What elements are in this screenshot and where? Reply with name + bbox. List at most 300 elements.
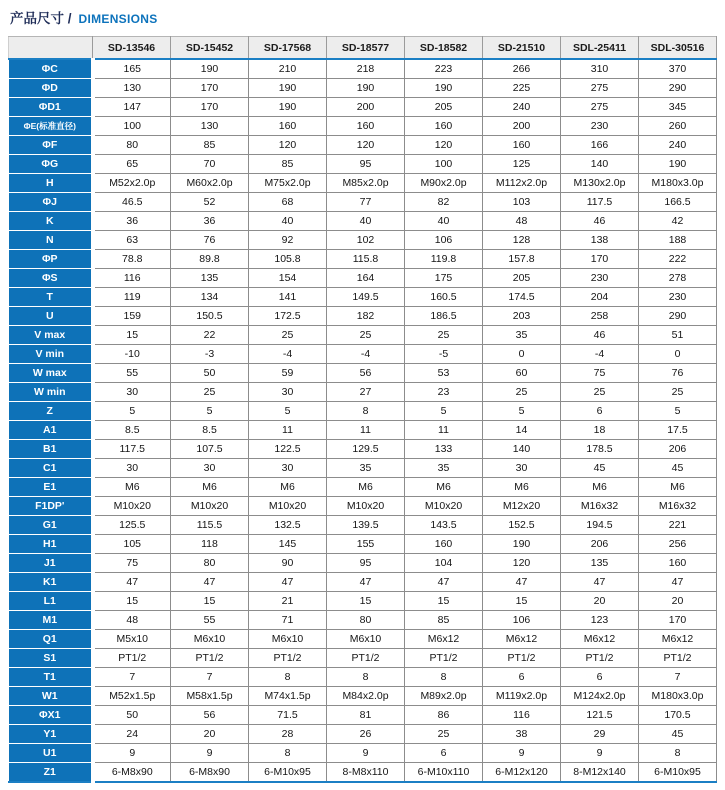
cell: 85	[249, 155, 327, 174]
cell: 30	[249, 459, 327, 478]
table-row	[9, 345, 717, 364]
cell: 164	[327, 269, 405, 288]
cell: -4	[249, 345, 327, 364]
column-header: SDL-30516	[639, 37, 717, 60]
cell: 36	[93, 212, 171, 231]
table-row	[9, 478, 717, 497]
cell: 25	[171, 383, 249, 402]
cell: M16x32	[561, 497, 639, 516]
cell: 275	[561, 98, 639, 117]
cell: 55	[171, 611, 249, 630]
cell: 138	[561, 231, 639, 250]
table-row	[9, 725, 717, 744]
cell: M5x10	[93, 630, 171, 649]
cell: 6-M8x90	[171, 763, 249, 783]
cell: M6	[639, 478, 717, 497]
cell: 165	[93, 59, 171, 79]
cell: 70	[171, 155, 249, 174]
table-row	[9, 136, 717, 155]
cell: 154	[249, 269, 327, 288]
table-row	[9, 516, 717, 535]
cell: 25	[327, 326, 405, 345]
cell: M6x12	[639, 630, 717, 649]
row-label: T1	[9, 668, 93, 687]
cell: M6	[327, 478, 405, 497]
cell: 125	[483, 155, 561, 174]
cell: 0	[639, 345, 717, 364]
cell: 205	[483, 269, 561, 288]
column-header: SD-18577	[327, 37, 405, 60]
dimensions-table	[8, 36, 717, 783]
cell: 23	[405, 383, 483, 402]
cell: -4	[561, 345, 639, 364]
table-row	[9, 744, 717, 763]
table-row	[9, 288, 717, 307]
cell: 8	[405, 668, 483, 687]
table-row	[9, 611, 717, 630]
cell: -10	[93, 345, 171, 364]
cell: 7	[639, 668, 717, 687]
cell: 129.5	[327, 440, 405, 459]
cell: 6-M10x95	[639, 763, 717, 783]
cell: M89x2.0p	[405, 687, 483, 706]
cell: 225	[483, 79, 561, 98]
cell: 18	[561, 421, 639, 440]
cell: 75	[561, 364, 639, 383]
cell: 140	[561, 155, 639, 174]
cell: 76	[171, 231, 249, 250]
cell: 240	[639, 136, 717, 155]
cell: 9	[93, 744, 171, 763]
cell: 5	[483, 402, 561, 421]
cell: 147	[93, 98, 171, 117]
cell: PT1/2	[639, 649, 717, 668]
cell: 160	[639, 554, 717, 573]
table-row	[9, 630, 717, 649]
cell: 186.5	[405, 307, 483, 326]
table-row	[9, 364, 717, 383]
cell: M6x12	[405, 630, 483, 649]
cell: M10x20	[171, 497, 249, 516]
cell: 8	[327, 402, 405, 421]
cell: 68	[249, 193, 327, 212]
cell: 102	[327, 231, 405, 250]
cell: 30	[171, 459, 249, 478]
cell: 5	[639, 402, 717, 421]
cell: 170	[639, 611, 717, 630]
cell: 139.5	[327, 516, 405, 535]
cell: 15	[171, 592, 249, 611]
cell: 130	[93, 79, 171, 98]
cell: 128	[483, 231, 561, 250]
row-label: C1	[9, 459, 93, 478]
cell: 95	[327, 155, 405, 174]
cell: 119	[93, 288, 171, 307]
row-label: A1	[9, 421, 93, 440]
corner-cell	[9, 37, 93, 60]
cell: 85	[405, 611, 483, 630]
cell: 22	[171, 326, 249, 345]
cell: 9	[561, 744, 639, 763]
cell: 89.8	[171, 250, 249, 269]
cell: 275	[561, 79, 639, 98]
cell: 7	[171, 668, 249, 687]
cell: PT1/2	[249, 649, 327, 668]
row-label: B1	[9, 440, 93, 459]
table-row	[9, 193, 717, 212]
cell: 117.5	[93, 440, 171, 459]
cell: 6-M10x95	[249, 763, 327, 783]
cell: 290	[639, 307, 717, 326]
cell: 222	[639, 250, 717, 269]
column-header: SDL-25411	[561, 37, 639, 60]
row-label: Z1	[9, 763, 93, 783]
cell: 50	[93, 706, 171, 725]
row-label: ΦF	[9, 136, 93, 155]
table-row	[9, 269, 717, 288]
cell: M119x2.0p	[483, 687, 561, 706]
cell: 100	[405, 155, 483, 174]
row-label: L1	[9, 592, 93, 611]
cell: 190	[405, 79, 483, 98]
cell: 30	[483, 459, 561, 478]
cell: 6	[405, 744, 483, 763]
cell: 15	[93, 592, 171, 611]
cell: 9	[327, 744, 405, 763]
cell: 76	[639, 364, 717, 383]
row-label: W1	[9, 687, 93, 706]
cell: 46	[561, 212, 639, 231]
row-label: ΦD1	[9, 98, 93, 117]
row-label: ΦP	[9, 250, 93, 269]
cell: 15	[93, 326, 171, 345]
table-row	[9, 79, 717, 98]
cell: 174.5	[483, 288, 561, 307]
cell: 45	[561, 459, 639, 478]
cell: 45	[639, 725, 717, 744]
row-label: Y1	[9, 725, 93, 744]
row-label: H	[9, 174, 93, 193]
table-head	[9, 37, 717, 60]
row-label: H1	[9, 535, 93, 554]
cell: 160	[405, 535, 483, 554]
table-row	[9, 174, 717, 193]
row-label: ΦE(标准直径)	[9, 117, 93, 136]
cell: 105	[93, 535, 171, 554]
cell: 205	[405, 98, 483, 117]
cell: 194.5	[561, 516, 639, 535]
cell: 230	[639, 288, 717, 307]
cell: 190	[171, 59, 249, 79]
table-row	[9, 668, 717, 687]
table-row	[9, 402, 717, 421]
cell: M124x2.0p	[561, 687, 639, 706]
cell: 51	[639, 326, 717, 345]
cell: 35	[405, 459, 483, 478]
cell: 85	[171, 136, 249, 155]
cell: 135	[561, 554, 639, 573]
cell: 27	[327, 383, 405, 402]
cell: 190	[327, 79, 405, 98]
cell: 9	[483, 744, 561, 763]
table-row	[9, 383, 717, 402]
cell: 103	[483, 193, 561, 212]
cell: 48	[483, 212, 561, 231]
cell: 25	[639, 383, 717, 402]
cell: PT1/2	[405, 649, 483, 668]
cell: M6	[171, 478, 249, 497]
cell: M52x1.5p	[93, 687, 171, 706]
cell: 204	[561, 288, 639, 307]
cell: 190	[249, 98, 327, 117]
cell: M16x32	[639, 497, 717, 516]
cell: 258	[561, 307, 639, 326]
cell: 203	[483, 307, 561, 326]
cell: 120	[483, 554, 561, 573]
table-row	[9, 98, 717, 117]
cell: 9	[171, 744, 249, 763]
cell: 290	[639, 79, 717, 98]
cell: 182	[327, 307, 405, 326]
cell: M10x20	[93, 497, 171, 516]
cell: 25	[561, 383, 639, 402]
cell: 8	[249, 668, 327, 687]
cell: 50	[171, 364, 249, 383]
cell: M180x3.0p	[639, 174, 717, 193]
cell: 132.5	[249, 516, 327, 535]
cell: 120	[405, 136, 483, 155]
cell: 172.5	[249, 307, 327, 326]
cell: 47	[327, 573, 405, 592]
table-row	[9, 440, 717, 459]
row-label: K1	[9, 573, 93, 592]
row-label: M1	[9, 611, 93, 630]
row-label: ΦX1	[9, 706, 93, 725]
table-row	[9, 687, 717, 706]
cell: 155	[327, 535, 405, 554]
cell: 29	[561, 725, 639, 744]
cell: 152.5	[483, 516, 561, 535]
row-label: W max	[9, 364, 93, 383]
cell: M85x2.0p	[327, 174, 405, 193]
table-row	[9, 459, 717, 478]
cell: 47	[93, 573, 171, 592]
table-row	[9, 117, 717, 136]
cell: 121.5	[561, 706, 639, 725]
cell: 30	[93, 459, 171, 478]
row-label: ΦC	[9, 59, 93, 79]
cell: 86	[405, 706, 483, 725]
cell: 6	[561, 668, 639, 687]
cell: 120	[327, 136, 405, 155]
cell: M75x2.0p	[249, 174, 327, 193]
cell: M10x20	[327, 497, 405, 516]
cell: 78.8	[93, 250, 171, 269]
cell: 170	[171, 79, 249, 98]
cell: 25	[405, 326, 483, 345]
cell: 310	[561, 59, 639, 79]
cell: 122.5	[249, 440, 327, 459]
cell: 11	[327, 421, 405, 440]
cell: 190	[249, 79, 327, 98]
row-label: U	[9, 307, 93, 326]
cell: M10x20	[249, 497, 327, 516]
cell: 47	[561, 573, 639, 592]
cell: M6x10	[249, 630, 327, 649]
cell: 6-M8x90	[93, 763, 171, 783]
cell: 56	[171, 706, 249, 725]
cell: M180x3.0p	[639, 687, 717, 706]
cell: 5	[249, 402, 327, 421]
cell: 6	[483, 668, 561, 687]
page-title-chinese: 产品尺寸 /	[10, 11, 72, 26]
row-label: K	[9, 212, 93, 231]
row-label: Q1	[9, 630, 93, 649]
column-header: SD-21510	[483, 37, 561, 60]
cell: PT1/2	[93, 649, 171, 668]
row-label: F1DP'	[9, 497, 93, 516]
cell: 117.5	[561, 193, 639, 212]
cell: 11	[249, 421, 327, 440]
cell: 170	[171, 98, 249, 117]
cell: 95	[327, 554, 405, 573]
cell: M74x1.5p	[249, 687, 327, 706]
cell: 134	[171, 288, 249, 307]
cell: 160.5	[405, 288, 483, 307]
table-row	[9, 231, 717, 250]
cell: 130	[171, 117, 249, 136]
table-row	[9, 592, 717, 611]
cell: M12x20	[483, 497, 561, 516]
cell: 11	[405, 421, 483, 440]
cell: 8-M8x110	[327, 763, 405, 783]
cell: 90	[249, 554, 327, 573]
column-header: SD-13546	[93, 37, 171, 60]
table-row	[9, 307, 717, 326]
cell: PT1/2	[561, 649, 639, 668]
table-row	[9, 155, 717, 174]
cell: M84x2.0p	[327, 687, 405, 706]
cell: M6x12	[483, 630, 561, 649]
column-header: SD-17568	[249, 37, 327, 60]
cell: 206	[561, 535, 639, 554]
cell: 135	[171, 269, 249, 288]
cell: 20	[171, 725, 249, 744]
cell: 8	[327, 668, 405, 687]
cell: 120	[249, 136, 327, 155]
cell: 266	[483, 59, 561, 79]
cell: 40	[249, 212, 327, 231]
cell: 60	[483, 364, 561, 383]
cell: 230	[561, 117, 639, 136]
cell: M52x2.0p	[93, 174, 171, 193]
cell: M6x10	[327, 630, 405, 649]
page-title	[10, 7, 158, 27]
cell: 106	[405, 231, 483, 250]
cell: M6x10	[171, 630, 249, 649]
cell: 71	[249, 611, 327, 630]
cell: 166.5	[639, 193, 717, 212]
cell: 45	[639, 459, 717, 478]
cell: 115.8	[327, 250, 405, 269]
cell: 188	[639, 231, 717, 250]
cell: 206	[639, 440, 717, 459]
table-row	[9, 535, 717, 554]
cell: M6	[405, 478, 483, 497]
cell: 65	[93, 155, 171, 174]
cell: 160	[483, 136, 561, 155]
cell: 47	[249, 573, 327, 592]
row-label: ΦJ	[9, 193, 93, 212]
row-label: T	[9, 288, 93, 307]
cell: 118	[171, 535, 249, 554]
cell: 200	[327, 98, 405, 117]
cell: 116	[93, 269, 171, 288]
cell: 133	[405, 440, 483, 459]
cell: 223	[405, 59, 483, 79]
cell: 170.5	[639, 706, 717, 725]
cell: 82	[405, 193, 483, 212]
row-label: V min	[9, 345, 93, 364]
cell: 218	[327, 59, 405, 79]
cell: 25	[405, 725, 483, 744]
table-row	[9, 554, 717, 573]
row-label: Z	[9, 402, 93, 421]
cell: 106	[483, 611, 561, 630]
cell: 8	[249, 744, 327, 763]
cell: 38	[483, 725, 561, 744]
header-row	[9, 37, 717, 60]
cell: 190	[483, 535, 561, 554]
row-label: E1	[9, 478, 93, 497]
cell: 105.8	[249, 250, 327, 269]
row-label: N	[9, 231, 93, 250]
cell: M130x2.0p	[561, 174, 639, 193]
cell: 63	[93, 231, 171, 250]
cell: 190	[639, 155, 717, 174]
cell: 25	[249, 326, 327, 345]
cell: -3	[171, 345, 249, 364]
cell: 5	[93, 402, 171, 421]
cell: M6x12	[561, 630, 639, 649]
cell: 119.8	[405, 250, 483, 269]
cell: M6	[249, 478, 327, 497]
cell: 52	[171, 193, 249, 212]
cell: PT1/2	[483, 649, 561, 668]
cell: PT1/2	[327, 649, 405, 668]
cell: 47	[639, 573, 717, 592]
cell: 125.5	[93, 516, 171, 535]
cell: 160	[249, 117, 327, 136]
cell: 47	[483, 573, 561, 592]
cell: 178.5	[561, 440, 639, 459]
column-header: SD-18582	[405, 37, 483, 60]
row-label: J1	[9, 554, 93, 573]
cell: 77	[327, 193, 405, 212]
cell: 46.5	[93, 193, 171, 212]
cell: 47	[171, 573, 249, 592]
cell: 71.5	[249, 706, 327, 725]
cell: 6-M12x120	[483, 763, 561, 783]
cell: 80	[171, 554, 249, 573]
row-label: ΦG	[9, 155, 93, 174]
cell: 5	[171, 402, 249, 421]
table-row	[9, 763, 717, 783]
cell: 345	[639, 98, 717, 117]
cell: 17.5	[639, 421, 717, 440]
cell: -5	[405, 345, 483, 364]
row-label: ΦD	[9, 79, 93, 98]
